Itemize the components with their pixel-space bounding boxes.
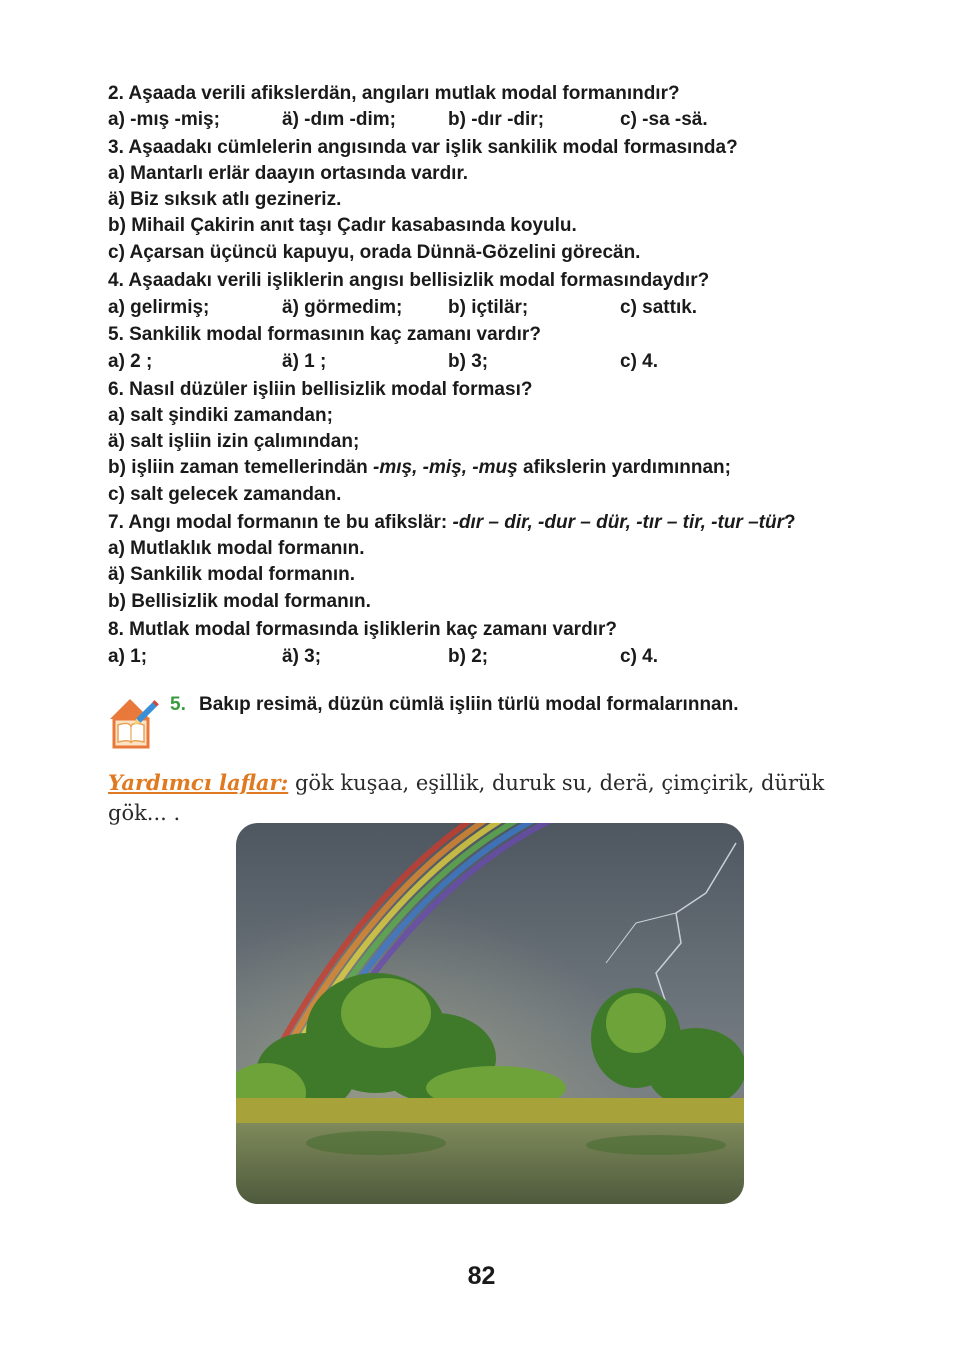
question-3-title: 3. Aşaadakı cümlelerin angısında var işlik sankilik modal formasında? [108, 137, 738, 158]
question-3-option-ae: ä) Biz sıksık atlı gezineriz. [108, 189, 342, 210]
question-7-title-prefix: 7. Angı modal formanın te bu afikslär: [108, 512, 453, 533]
question-3-option-a: a) Mantarlı erlär daayın ortasında vardır. [108, 163, 469, 184]
question-4-title: 4. Aşaadakı verili işliklerin angısı bellisizlik modal formasındaydır? [108, 270, 710, 291]
question-6-title: 6. Nasıl düzüler işliin bellisizlik modal forması? [108, 379, 533, 400]
question-7-title-mark: ? [784, 512, 796, 533]
helper-words-text: gök kuşaa, eşillik, duruk su, derä, çimçirik, dürük gök... . [108, 771, 825, 825]
question-2-option-ae: ä) -dım -dim; [282, 109, 396, 130]
question-5-option-a: a) 2 ; [108, 351, 153, 372]
question-8-option-b: b) 2; [448, 646, 489, 667]
question-8-title: 8. Mutlak modal formasında işliklerin kaç zamanı vardır? [108, 619, 617, 640]
question-5-title: 5. Sankilik modal formasının kaç zamanı vardır? [108, 324, 541, 345]
question-7-option-b: b) Bellisizlik modal formanın. [108, 591, 371, 612]
question-4-option-c: c) sattık. [620, 297, 698, 318]
question-2-option-c: c) -sa -sä. [620, 109, 708, 130]
question-6-option-a: a) salt şindiki zamandan; [108, 405, 333, 426]
house-pencil-icon [108, 695, 160, 751]
question-6-option-ae: ä) salt işliin izin çalımından; [108, 431, 360, 452]
helper-words [108, 768, 888, 828]
question-6-option-b-prefix: b) işliin zaman temellerindän [108, 457, 374, 478]
question-8-option-c: c) 4. [620, 646, 659, 667]
helper-words-label: Yardımcı laflar: [108, 770, 289, 795]
question-7-title-suffixes: -dır – dir, -dur – dür, -tır – tir, -tur –tür [452, 512, 784, 533]
question-5-option-c: c) 4. [620, 351, 659, 372]
question-4-option-a: a) gelirmiş; [108, 297, 210, 318]
question-4-option-ae: ä) görmedim; [282, 297, 403, 318]
question-5-option-ae: ä) 1 ; [282, 351, 327, 372]
question-8-option-a: a) 1; [108, 646, 148, 667]
rainbow-lake-photo [236, 823, 744, 1204]
question-6-option-b [108, 456, 731, 480]
task-number: 5. [170, 694, 186, 715]
question-7-option-a: a) Mutlaklık modal formanın. [108, 538, 365, 559]
question-5-option-b: b) 3; [448, 351, 489, 372]
question-7-title [108, 511, 796, 535]
question-2-title: 2. Aşaada verili afikslerdän, angıları mutlak modal formanındır? [108, 83, 680, 104]
question-6-option-b-ending: afikslerin yardımınnan; [517, 457, 731, 478]
task-instruction: Bakıp resimä, düzün cümlä işliin türlü modal formalarınnan. [199, 694, 739, 715]
page-number: 82 [467, 1262, 496, 1290]
question-2-option-a: a) -mış -miş; [108, 109, 220, 130]
question-6-option-b-suffixes: -mış, -miş, -muş [373, 457, 518, 478]
question-7-option-ae: ä) Sankilik modal formanın. [108, 564, 356, 585]
question-6-option-c: c) salt gelecek zamandan. [108, 484, 342, 505]
question-2-option-b: b) -dır -dir; [448, 109, 545, 130]
question-3-option-b: b) Mihail Çakirin anıt taşı Çadır kasabasında koyulu. [108, 215, 577, 236]
question-3-option-c: c) Açarsan üçüncü kapuyu, orada Dünnä-Gözelini görecän. [108, 242, 641, 263]
question-4-option-b: b) içtilär; [448, 297, 529, 318]
question-8-option-ae: ä) 3; [282, 646, 322, 667]
